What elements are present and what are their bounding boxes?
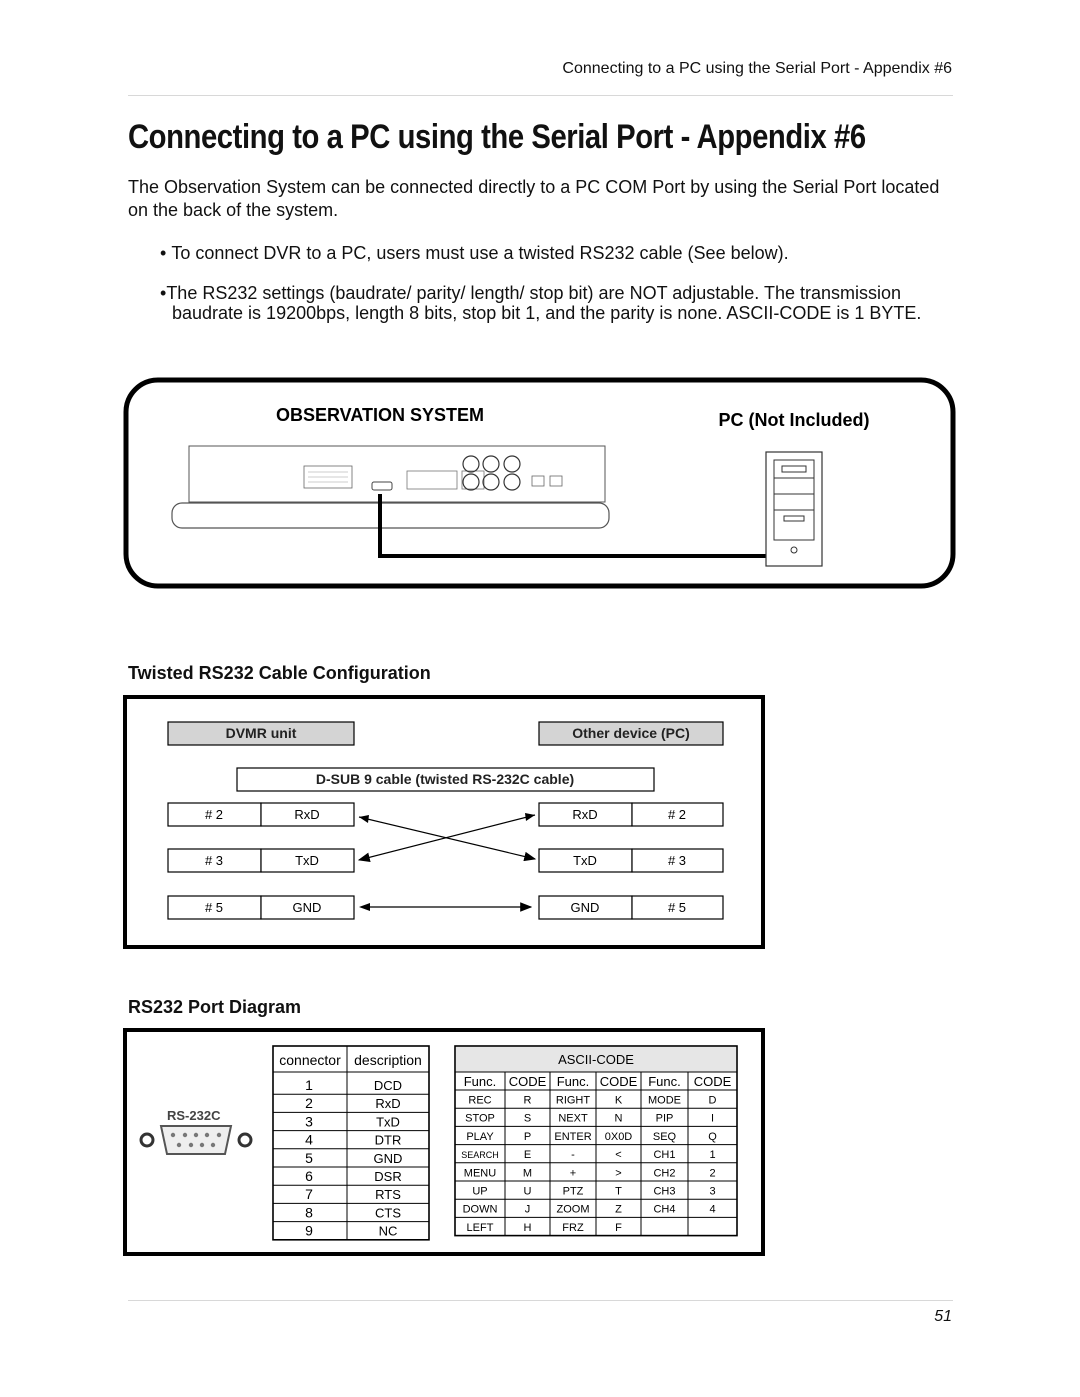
pin-label: # 3: [667, 853, 687, 868]
left-row: [168, 849, 354, 872]
pin-number: 8: [305, 1204, 313, 1221]
signal-label: RxD: [294, 807, 320, 822]
port-diagram: [123, 1028, 768, 1258]
pc-tower-icon: [766, 452, 822, 566]
ascii-cell: Q: [708, 1130, 717, 1143]
footer-rule: [128, 1300, 953, 1301]
ascii-cell: D: [708, 1094, 717, 1107]
ascii-cell: UP: [472, 1185, 488, 1198]
ascii-cell: 4: [709, 1203, 716, 1216]
pin-description: NC: [378, 1223, 398, 1239]
ascii-cell: SEQ: [652, 1130, 677, 1143]
ascii-cell: RIGHT: [555, 1094, 591, 1107]
bullet-icon: •: [160, 243, 172, 263]
ascii-cell: U: [523, 1185, 532, 1198]
right-row: [539, 896, 723, 919]
ascii-cell: CH1: [653, 1149, 676, 1162]
ascii-cell: LEFT: [466, 1221, 494, 1234]
cable-config-diagram: [123, 695, 768, 952]
ascii-cell: DOWN: [462, 1203, 498, 1216]
ascii-cell: ENTER: [554, 1130, 592, 1143]
pin-description: DSR: [374, 1169, 402, 1184]
ascii-cell: I: [710, 1112, 715, 1125]
page-title: Connecting to a PC using the Serial Port - Appendix #6: [128, 118, 866, 156]
ascii-cell: -: [571, 1149, 575, 1162]
header-rule: [128, 95, 953, 96]
ascii-header: CODE: [599, 1074, 638, 1089]
pin-description: CTS: [375, 1205, 401, 1221]
pin-description: RTS: [375, 1187, 401, 1203]
pin-description: TxD: [376, 1114, 400, 1130]
pc-label: PC (Not Included): [718, 410, 870, 430]
pin-description: DTR: [374, 1132, 402, 1148]
signal-label: TxD: [573, 853, 597, 868]
ascii-header: CODE: [508, 1074, 547, 1089]
pin-label: # 5: [667, 900, 687, 915]
pin-label: # 2: [204, 807, 224, 822]
pin-number: 3: [305, 1113, 313, 1130]
pin-label: # 3: [204, 853, 224, 868]
pin-table-header: description: [354, 1052, 422, 1068]
ascii-cell: PIP: [655, 1112, 674, 1125]
pin-label: # 5: [204, 900, 224, 915]
bullet-text: To connect DVR to a PC, users must use a twisted RS232 cable (See below).: [171, 243, 789, 263]
pin-number: 1: [305, 1077, 313, 1093]
ascii-cell: 3: [709, 1185, 716, 1198]
pin-number: 2: [305, 1095, 313, 1112]
ascii-cell: E: [523, 1149, 532, 1162]
ascii-title: ASCII-CODE: [558, 1052, 634, 1067]
ascii-cell: J: [524, 1203, 531, 1216]
left-row: [168, 896, 354, 919]
ascii-cell: NEXT: [558, 1112, 588, 1125]
signal-label: GND: [292, 900, 322, 915]
ascii-cell: MENU: [463, 1167, 497, 1180]
ascii-cell: +: [569, 1167, 577, 1180]
ascii-cell: M: [522, 1167, 533, 1180]
cable-config-heading: Twisted RS232 Cable Configuration: [128, 663, 431, 683]
ascii-cell: H: [523, 1221, 532, 1234]
pin-number: 6: [305, 1168, 313, 1184]
ascii-cell: N: [614, 1112, 623, 1125]
ascii-cell: 2: [709, 1167, 716, 1180]
bullet-item: [160, 283, 955, 323]
pin-number: 7: [305, 1186, 313, 1203]
dvmr-header: DVMR unit: [225, 725, 297, 741]
connector-label: RS-232C: [167, 1108, 221, 1123]
left-row: [168, 803, 354, 826]
ascii-cell: ZOOM: [556, 1203, 590, 1216]
right-row: [539, 803, 723, 826]
ascii-header: CODE: [693, 1074, 732, 1089]
intro-paragraph: The Observation System can be connected directly to a PC COM Port by using the Serial Port located on the back of the system.: [128, 177, 940, 220]
running-header: Connecting to a PC using the Serial Port - Appendix #6: [562, 60, 952, 77]
pin-table: [273, 1046, 429, 1240]
ascii-header: Func.: [648, 1074, 681, 1089]
bullet-icon: •: [160, 283, 167, 303]
ascii-cell: K: [614, 1094, 623, 1107]
bullet-text: The RS232 settings (baudrate/ parity/ length/ stop bit) are NOT adjustable. The transmission baudrate is 19200bps, length 8 bits, stop bit 1, and the parity is none. ASCII-CODE is 1 BYTE.: [166, 283, 922, 323]
signal-label: GND: [570, 900, 600, 915]
pin-label: # 2: [667, 807, 687, 822]
ascii-header: Func.: [556, 1074, 590, 1089]
ascii-cell: >: [615, 1167, 622, 1180]
pin-description: RxD: [375, 1096, 401, 1112]
connection-diagram: [122, 376, 958, 592]
ascii-cell: 1: [709, 1149, 716, 1162]
ascii-cell: P: [523, 1130, 532, 1143]
ascii-cell: <: [615, 1149, 622, 1162]
bullet-item: [160, 243, 950, 263]
system-label: OBSERVATION SYSTEM: [275, 405, 485, 425]
ascii-cell: 0X0D: [604, 1130, 633, 1143]
ascii-cell: PTZ: [562, 1185, 584, 1198]
ascii-cell: R: [523, 1094, 532, 1107]
ascii-cell: REC: [468, 1094, 492, 1107]
ascii-table: [455, 1046, 737, 1236]
pin-description: GND: [373, 1150, 403, 1166]
right-row: [539, 849, 723, 872]
cable-label: D-SUB 9 cable (twisted RS-232C cable): [315, 771, 575, 787]
ascii-cell: Z: [615, 1203, 622, 1216]
pc-header: Other device (PC): [572, 725, 690, 741]
pin-description: DCD: [373, 1078, 403, 1093]
page-number: 51: [934, 1308, 952, 1325]
ascii-header: Func.: [463, 1074, 497, 1089]
pin-number: 5: [305, 1149, 313, 1166]
pin-number: 9: [305, 1222, 313, 1239]
signal-label: RxD: [572, 807, 598, 822]
ascii-cell: PLAY: [466, 1130, 494, 1143]
ascii-cell: F: [615, 1221, 622, 1234]
ascii-cell: SEARCH: [461, 1150, 499, 1161]
port-diagram-heading: RS232 Port Diagram: [128, 997, 302, 1017]
pin-table-header: connector: [279, 1052, 341, 1068]
dvr-back-panel: [172, 446, 609, 528]
ascii-cell: CH4: [653, 1203, 676, 1216]
signal-label: TxD: [295, 853, 319, 868]
ascii-cell: CH2: [653, 1167, 676, 1180]
ascii-cell: CH3: [653, 1185, 676, 1198]
ascii-cell: STOP: [465, 1112, 495, 1125]
dvr-front-rail: [172, 503, 609, 528]
ascii-cell: T: [615, 1185, 622, 1198]
ascii-cell: MODE: [648, 1094, 681, 1107]
ascii-cell: FRZ: [562, 1221, 584, 1234]
pin-number: 4: [305, 1131, 313, 1148]
ascii-cell: S: [523, 1112, 532, 1125]
